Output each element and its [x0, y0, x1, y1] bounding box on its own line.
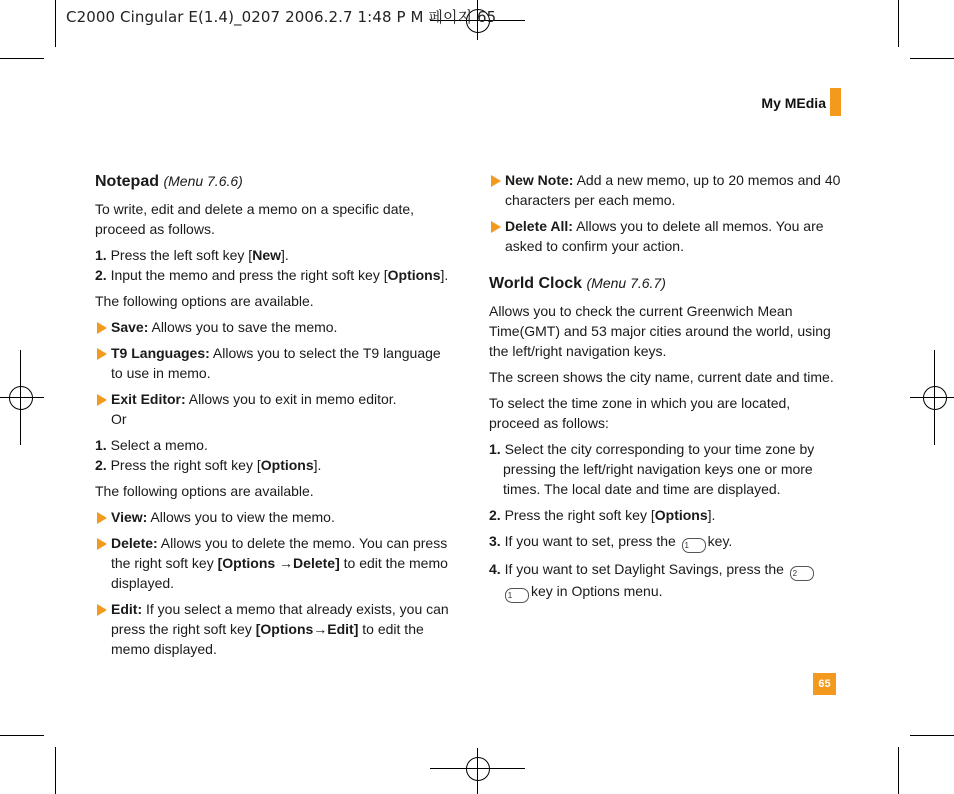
menu-path: (Menu 7.6.7) [586, 275, 666, 291]
page-number: 65 [813, 673, 836, 695]
world-clock-intro: Allows you to check the current Greenwich Mean Time(GMT) and 53 major cities around the world, using the left/right navigation keys. [489, 303, 831, 359]
right-column [489, 170, 843, 609]
crop-mark [910, 735, 954, 736]
left-column [95, 170, 450, 665]
crop-mark [0, 58, 44, 59]
crop-mark [55, 747, 56, 794]
menu-path: (Menu 7.6.6) [163, 173, 243, 189]
registration-mark [0, 350, 44, 445]
bullet-arrow-icon [97, 322, 107, 334]
bullet-arrow-icon [97, 512, 107, 524]
spacer [489, 262, 843, 272]
option-item: Delete: Allows you to delete the memo. You can press the right soft key [Options →Delete] to edit the memo displayed. [95, 533, 450, 593]
world-clock-screen-text: The screen shows the city name, current date and time. [489, 369, 834, 385]
bullet-arrow-icon [491, 175, 501, 187]
option-item: Delete All: Allows you to delete all memos. You are asked to confirm your action. [489, 216, 843, 256]
step-item: 1. Press the left soft key [New]. [95, 247, 289, 263]
crop-mark [898, 747, 899, 794]
crop-mark [55, 0, 56, 47]
or-text: Or [111, 411, 127, 427]
registration-mark [430, 748, 525, 794]
bullet-arrow-icon [97, 348, 107, 360]
notepad-heading: Notepad (Menu 7.6.6) [95, 173, 243, 190]
print-slug: C2000 Cingular E(1.4)_0207 2006.2.7 1:48 P M 페이지 65 [66, 8, 497, 26]
option-item: Edit: If you select a memo that already exists, you can press the right soft key [Options→Edit] to edit the memo displayed. [95, 599, 450, 659]
key-2-icon: 2 [790, 566, 814, 581]
bullet-arrow-icon [97, 604, 107, 616]
world-clock-heading: World Clock (Menu 7.6.7) [489, 275, 666, 292]
bullet-arrow-icon [97, 538, 107, 550]
step-item: 3. If you want to set, press the 1 key. [489, 531, 843, 553]
step-item: 4. If you want to set Daylight Savings, press the 2 1 key in Options menu. [489, 559, 843, 603]
step-item: 2. Press the right soft key [Options]. [489, 507, 716, 523]
crop-mark [0, 735, 44, 736]
option-item: View: Allows you to view the memo. [95, 507, 450, 527]
step-list [489, 439, 843, 603]
crop-mark [898, 0, 899, 47]
key-1-icon: 1 [682, 538, 706, 553]
section-title: My MEdia [761, 95, 826, 111]
key-1-icon: 1 [505, 588, 529, 603]
step-item: 2. Input the memo and press the right soft key [Options]. [95, 267, 449, 283]
step-item: 1. Select a memo. [95, 437, 208, 453]
registration-mark [910, 350, 954, 445]
bullet-arrow-icon [491, 221, 501, 233]
crop-mark [910, 58, 954, 59]
option-item: T9 Languages: Allows you to select the T9 language to use in memo. [95, 343, 450, 383]
notepad-intro: To write, edit and delete a memo on a specific date, proceed as follows. [95, 201, 415, 237]
step-list [95, 245, 450, 285]
option-item: Save: Allows you to save the memo. [95, 317, 450, 337]
option-item: New Note: Add a new memo, up to 20 memos and 40 characters per each memo. [489, 170, 843, 210]
step-item: 2. Press the right soft key [Options]. [95, 457, 322, 473]
section-accent-bar [830, 88, 841, 116]
options-intro: The following options are available. [95, 293, 314, 309]
world-clock-select-text: To select the time zone in which you are located, proceed as follows: [489, 395, 791, 431]
step-list [95, 435, 450, 475]
bullet-arrow-icon [97, 394, 107, 406]
option-item: Exit Editor: Allows you to exit in memo editor. Or [95, 389, 450, 429]
options-intro: The following options are available. [95, 483, 314, 499]
step-item: 1. Select the city corresponding to your time zone by pressing the left/right navigation keys one or more times. The local date and time are displayed. [489, 441, 815, 497]
